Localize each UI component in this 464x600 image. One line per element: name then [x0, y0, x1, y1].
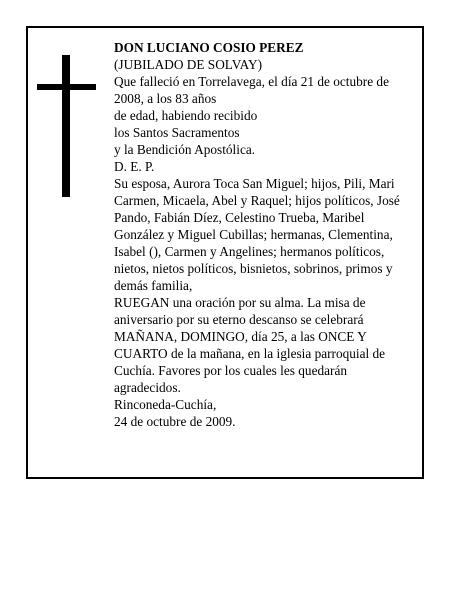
notice-line: agradecidos. — [114, 380, 181, 395]
notice-line: Que falleció en Torrelavega, el día 21 de octubre de — [114, 74, 389, 89]
notice-line: MAÑANA, DOMINGO, día 25, a las ONCE Y — [114, 329, 367, 344]
notice-date: 24 de octubre de 2009. — [114, 414, 236, 429]
obituary-text — [114, 39, 414, 430]
notice-line: Cuchía. Favores por los cuales les quedarán — [114, 363, 347, 378]
notice-line: nietos, nietos políticos, bisnietos, sobrinos, primos y — [114, 261, 393, 276]
notice-line: de edad, habiendo recibido — [114, 108, 258, 123]
notice-line: Isabel (), Carmen y Angelines; hermanos políticos, — [114, 244, 385, 259]
notice-line: RUEGAN una oración por su alma. La misa de — [114, 295, 366, 310]
notice-line: Carmen, Micaela, Abel y Raquel; hijos políticos, José — [114, 193, 400, 208]
notice-line: demás familia, — [114, 278, 193, 293]
rip-line: D. E. P. — [114, 159, 155, 174]
notice-line: Su esposa, Aurora Toca San Miguel; hijos, Pili, Mari — [114, 176, 395, 191]
notice-line: Pando, Fabián Díez, Celestino Trueba, Maribel — [114, 210, 365, 225]
notice-line: aniversario por su eterno descanso se celebrará — [114, 312, 364, 327]
notice-line: González y Miguel Cubillas; hermanas, Clementina, — [114, 227, 393, 242]
notice-place: Rinconeda-Cuchía, — [114, 397, 217, 412]
deceased-name: DON LUCIANO COSIO PEREZ — [114, 40, 304, 55]
notice-line: y la Bendición Apostólica. — [114, 142, 256, 157]
notice-line: los Santos Sacramentos — [114, 125, 240, 140]
cross-icon-vertical-bar — [62, 55, 70, 197]
cross-icon-horizontal-bar — [37, 84, 96, 90]
notice-line: 2008, a los 83 años — [114, 91, 217, 106]
notice-line: CUARTO de la mañana, en la iglesia parroquial de — [114, 346, 386, 361]
deceased-affiliation: (JUBILADO DE SOLVAY) — [114, 57, 263, 72]
